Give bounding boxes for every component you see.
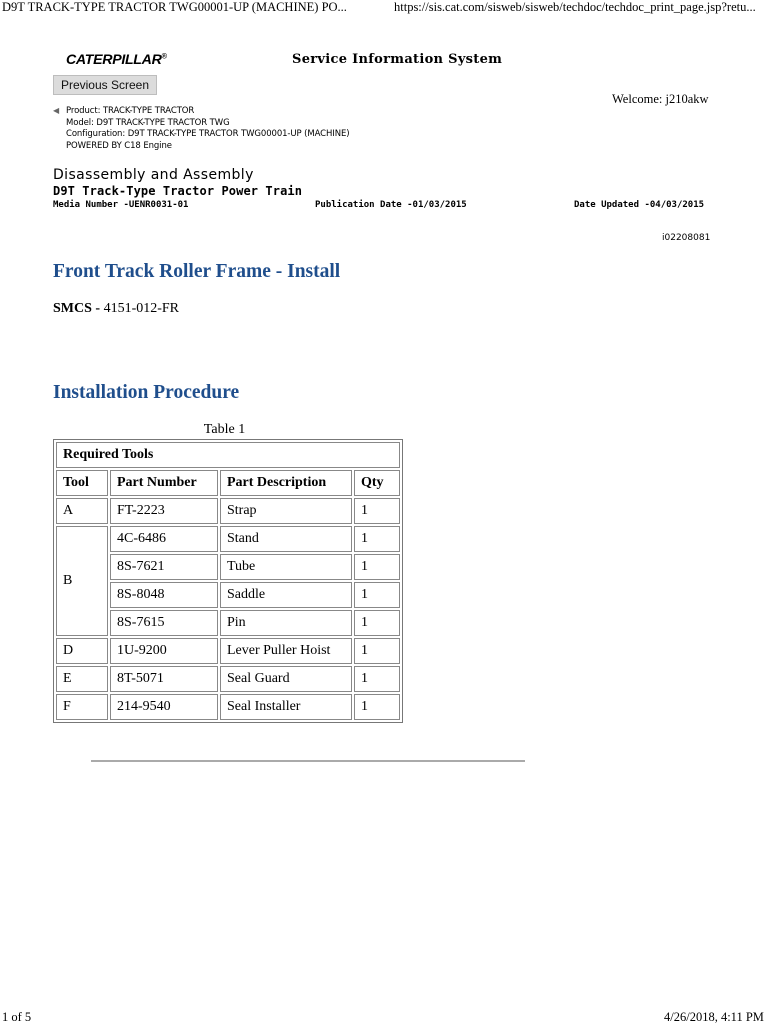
- cell-part-description: Tube: [220, 554, 352, 580]
- section-title: Disassembly and Assembly: [53, 167, 254, 183]
- breadcrumb-powered-by: POWERED BY C18 Engine: [66, 140, 172, 151]
- cell-part-number: 8S-7621: [110, 554, 218, 580]
- section-subtitle: D9T Track-Type Tractor Power Train: [53, 184, 303, 198]
- cell-qty: 1: [354, 554, 400, 580]
- media-number: Media Number -UENR0031-01: [53, 200, 189, 210]
- table-caption: Table 1: [203, 422, 246, 437]
- print-timestamp: 4/26/2018, 4:11 PM: [664, 1010, 764, 1024]
- table-heading: Required Tools: [56, 442, 400, 468]
- date-updated: Date Updated -04/03/2015: [574, 200, 705, 210]
- cell-tool: E: [56, 666, 108, 692]
- previous-screen-button[interactable]: Previous Screen: [53, 75, 157, 95]
- column-header-part-number: Part Number: [110, 470, 218, 496]
- column-header-tool: Tool: [56, 470, 108, 496]
- smcs-code: [53, 301, 179, 317]
- cell-qty: 1: [354, 610, 400, 636]
- cell-qty: 1: [354, 582, 400, 608]
- smcs-value: 4151-012-FR: [103, 301, 180, 316]
- page-title: Front Track Roller Frame - Install: [53, 261, 341, 282]
- cell-qty: 1: [354, 666, 400, 692]
- cell-part-description: Stand: [220, 526, 352, 552]
- publication-date: Publication Date -01/03/2015: [315, 200, 467, 210]
- cell-tool: B: [56, 526, 108, 636]
- cell-part-number: FT-2223: [110, 498, 218, 524]
- cell-part-number: 8S-8048: [110, 582, 218, 608]
- cell-part-number: 8T-5071: [110, 666, 218, 692]
- table-heading-row: [56, 442, 400, 468]
- table-row: [56, 526, 400, 552]
- welcome-message: Welcome: j210akw: [612, 92, 709, 106]
- caterpillar-logo: [66, 52, 167, 67]
- table-header-row: [56, 470, 400, 496]
- table-row: [56, 694, 400, 720]
- cell-qty: 1: [354, 498, 400, 524]
- cell-tool: F: [56, 694, 108, 720]
- breadcrumb: [66, 106, 349, 152]
- cell-part-description: Seal Installer: [220, 694, 352, 720]
- table-row: [56, 498, 400, 524]
- print-header-url: https://sis.cat.com/sisweb/sisweb/techdoc/techdoc_print_page.jsp?retu...: [394, 0, 756, 14]
- cell-part-number: 1U-9200: [110, 638, 218, 664]
- cell-part-number: 4C-6486: [110, 526, 218, 552]
- smcs-label: SMCS -: [53, 301, 101, 316]
- cell-tool: A: [56, 498, 108, 524]
- breadcrumb-product: Product: TRACK-TYPE TRACTOR: [66, 106, 195, 116]
- document-id: i02208081: [662, 233, 711, 243]
- back-arrow-icon[interactable]: ◀: [53, 106, 60, 115]
- horizontal-divider: [91, 760, 525, 762]
- cell-part-number: 214-9540: [110, 694, 218, 720]
- column-header-qty: Qty: [354, 470, 400, 496]
- cell-part-description: Saddle: [220, 582, 352, 608]
- cell-qty: 1: [354, 638, 400, 664]
- column-header-part-description: Part Description: [220, 470, 352, 496]
- breadcrumb-model: Model: D9T TRACK-TYPE TRACTOR TWG: [66, 117, 230, 128]
- table-row: [56, 666, 400, 692]
- page-counter: 1 of 5: [2, 1010, 32, 1024]
- logo-text: CATERPILLAR: [66, 52, 162, 67]
- cell-tool: D: [56, 638, 108, 664]
- cell-qty: 1: [354, 694, 400, 720]
- print-header-title: D9T TRACK-TYPE TRACTOR TWG00001-UP (MACHINE) PO...: [2, 0, 347, 14]
- cell-qty: 1: [354, 526, 400, 552]
- logo-mark: ®: [161, 53, 167, 61]
- cell-part-number: 8S-7615: [110, 610, 218, 636]
- system-title: Service Information System: [292, 52, 503, 67]
- cell-part-description: Strap: [220, 498, 352, 524]
- table-row: [56, 638, 400, 664]
- cell-part-description: Seal Guard: [220, 666, 352, 692]
- cell-part-description: Pin: [220, 610, 352, 636]
- cell-part-description: Lever Puller Hoist: [220, 638, 352, 664]
- procedure-title: Installation Procedure: [53, 382, 240, 403]
- breadcrumb-configuration: Configuration: D9T TRACK-TYPE TRACTOR TWG00001-UP (MACHINE): [66, 129, 350, 139]
- required-tools-table: [53, 439, 403, 723]
